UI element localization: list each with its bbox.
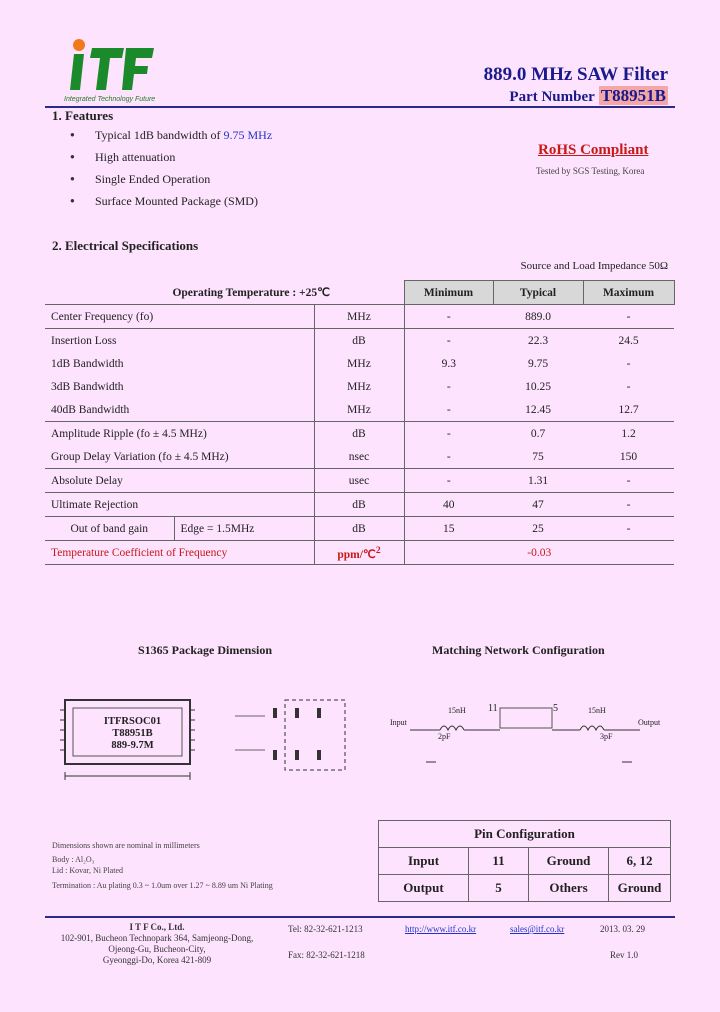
temp-coef-row: Temperature Coefficient of Frequency ppm/℃$^2$ -0.03 [45, 541, 674, 565]
match-input-label: Input [390, 718, 407, 727]
col-min: Minimum [404, 281, 493, 305]
footer-fax: Fax: 82-32-621-1218 [288, 950, 365, 960]
table-row: Output 5 Others Ground [379, 875, 671, 902]
matching-heading: Matching Network Configuration [432, 643, 605, 657]
footer-date: 2013. 03. 29 [600, 924, 645, 934]
footer-address: I T F Co., Ltd. 102-901, Bucheon Technopark 364, Samjeong-Dong, Ojeong-Gu, Bucheon-City, Gyeonggi-Do, Korea 421-809 [60, 922, 254, 965]
pin-left-number: 11 [488, 703, 498, 714]
footer-email-link[interactable]: sales@itf.co.kr [510, 924, 565, 934]
feature-item: ● Typical 1dB bandwidth of 9.75 MHz [70, 124, 272, 146]
table-row: Out of band gain Edge = 1.5MHz dB 15 25 - [45, 517, 674, 541]
page-title: 889.0 MHz SAW Filter [483, 64, 668, 85]
table-row: Ultimate Rejection dB 40 47 - [45, 493, 674, 517]
col-max: Maximum [583, 281, 674, 305]
package-marking: ITFRSOC01 T88951B 889-9.7M [103, 716, 162, 751]
features-list [70, 124, 272, 212]
rohs-tested: Tested by SGS Testing, Korea [536, 166, 645, 176]
col-typ: Typical [493, 281, 583, 305]
table-row: Absolute Delay usec - 1.31 - [45, 469, 674, 493]
table-row: Insertion Loss dB - 22.3 24.5 [45, 329, 674, 353]
table-row: 40dB Bandwidth MHz - 12.45 12.7 [45, 398, 674, 422]
note-line: Body : Al₂O₃ [52, 855, 95, 864]
itf-logo [62, 38, 162, 104]
inductor-1-label: 15nH [448, 706, 466, 715]
footer-divider [45, 916, 675, 918]
footer-web-link[interactable]: http://www.itf.co.kr [405, 924, 477, 934]
footer-tel: Tel: 82-32-621-1213 [288, 924, 363, 934]
part-label: Part Number [509, 89, 595, 105]
part-number: T88951B [600, 86, 666, 105]
pin-config-table [378, 820, 671, 902]
features-heading: 1. Features [52, 108, 114, 123]
spec-table [45, 280, 675, 565]
note-line: Termination : Au plating 0.3 ~ 1.0um over 1.27 ~ 8.89 um Ni Plating [52, 881, 273, 890]
footer-rev: Rev 1.0 [610, 950, 638, 960]
header-divider [45, 106, 675, 108]
table-row: Input 11 Ground 6, 12 [379, 848, 671, 875]
logo-tagline: Integrated Technology Future [64, 96, 156, 103]
feature-item: ● Single Ended Operation [70, 168, 272, 190]
table-row: Group Delay Variation (fo ± 4.5 MHz) nsec - 75 150 [45, 445, 674, 469]
pin-right-number: 5 [553, 703, 558, 714]
temp-header: Operating Temperature : +25℃ [45, 281, 404, 305]
feature-item: ● High attenuation [70, 146, 272, 168]
table-row: 3dB Bandwidth MHz - 10.25 - [45, 375, 674, 398]
table-row: 1dB Bandwidth MHz 9.3 9.75 - [45, 352, 674, 375]
table-row: Amplitude Ripple (fo ± 4.5 MHz) dB - 0.7 1.2 [45, 422, 674, 446]
match-output-label: Output [638, 718, 661, 727]
note-line: Lid : Kovar, Ni Plated [52, 866, 123, 875]
package-heading: S1365 Package Dimension [138, 643, 273, 657]
capacitor-1-label: 2pF [438, 732, 451, 741]
capacitor-2-label: 3pF [600, 732, 613, 741]
inductor-2-label: 15nH [588, 706, 606, 715]
matching-network-drawing [390, 700, 680, 770]
note-line: Dimensions shown are nominal in millimeters [52, 841, 200, 850]
rohs-label: RoHS Compliant [538, 142, 649, 158]
pin-config-heading: Pin Configuration [379, 821, 671, 848]
feature-item: ● Surface Mounted Package (SMD) [70, 190, 272, 212]
electrical-heading: 2. Electrical Specifications [52, 238, 199, 253]
table-row: Center Frequency (fo) MHz - 889.0 - [45, 305, 674, 329]
impedance-note: Source and Load Impedance 50Ω [520, 260, 668, 272]
part-number-row [509, 86, 668, 106]
